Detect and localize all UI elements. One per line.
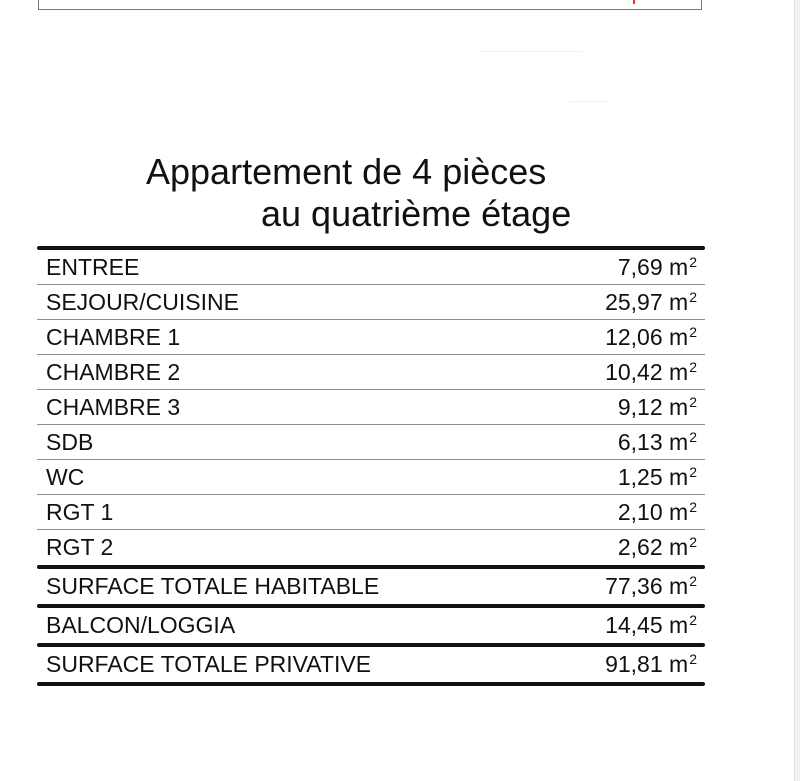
- top-frame: [38, 0, 702, 10]
- balcony-row: [37, 608, 705, 643]
- room-label: RGT 1: [46, 498, 114, 525]
- room-label: RGT 2: [46, 534, 114, 560]
- faint-mark: [569, 101, 610, 102]
- table-row: [37, 285, 705, 320]
- title-line-1: Appartement de 4 pièces: [146, 151, 547, 193]
- table-row: [37, 390, 705, 425]
- table-row: [37, 355, 705, 390]
- room-area: 6,13 $m^2$: [617, 428, 697, 455]
- private-total-row: [37, 647, 705, 682]
- red-mark: [633, 0, 635, 4]
- page-title: [146, 151, 571, 235]
- room-label: SEJOUR/CUISINE: [46, 288, 239, 315]
- title-line-2: au quatrième étage: [261, 193, 572, 235]
- table-row: [37, 250, 705, 285]
- room-area: 25,97 $m^2$: [605, 288, 697, 315]
- balcony-area: 14,45 $m^2$: [605, 612, 697, 638]
- table-row: [37, 425, 705, 460]
- private-total-area: 91,81 $m^2$: [605, 651, 697, 677]
- room-area: 7,69 $m^2$: [617, 253, 697, 280]
- room-area: 2,62 $m^2$: [617, 534, 697, 560]
- room-label: SDB: [46, 428, 94, 455]
- balcony-label: BALCON/LOGGIA: [46, 612, 236, 638]
- habitable-total-row: [37, 569, 705, 604]
- room-label: WC: [46, 463, 85, 490]
- room-area: 10,42 $m^2$: [605, 358, 697, 385]
- room-label: CHAMBRE 3: [46, 393, 181, 420]
- table-row: [37, 320, 705, 355]
- room-label: ENTREE: [46, 253, 140, 280]
- table-row: [37, 495, 705, 530]
- table-row: [37, 460, 705, 495]
- room-area: 2,10 $m^2$: [617, 498, 697, 525]
- room-label: CHAMBRE 1: [46, 323, 181, 350]
- room-area: 12,06 $m^2$: [605, 323, 697, 350]
- private-total-label: SURFACE TOTALE PRIVATIVE: [46, 651, 372, 677]
- table-bottom-rule: [37, 682, 705, 686]
- faint-mark: [478, 51, 582, 52]
- habitable-total-label: SURFACE TOTALE HABITABLE: [46, 573, 380, 599]
- surface-table: [37, 246, 705, 686]
- page-edge: [794, 0, 800, 781]
- room-area: 1,25 $m^2$: [617, 463, 697, 490]
- table-row: [37, 530, 705, 565]
- room-label: CHAMBRE 2: [46, 358, 181, 385]
- room-area: 9,12 $m^2$: [617, 393, 697, 420]
- habitable-total-area: 77,36 $m^2$: [605, 573, 697, 599]
